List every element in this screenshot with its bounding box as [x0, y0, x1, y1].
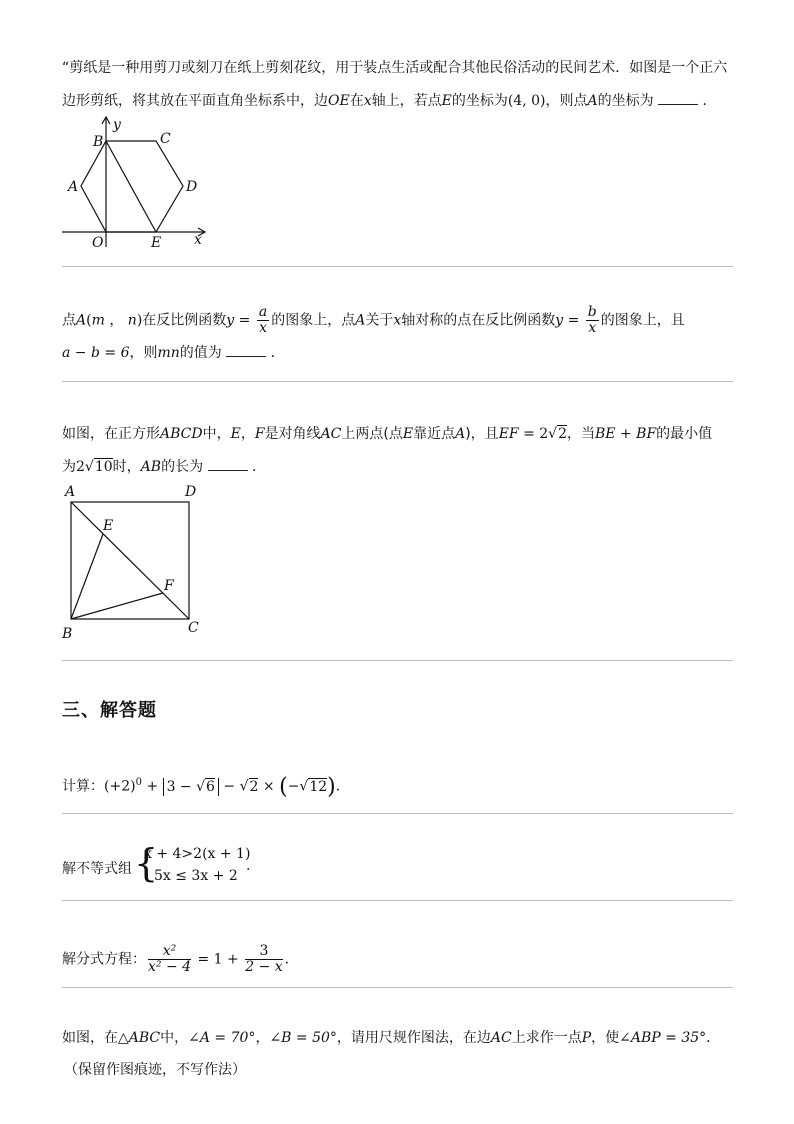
separator: [62, 381, 733, 382]
label-A: A: [65, 484, 76, 500]
separator: [62, 266, 733, 267]
label-B: B: [93, 134, 104, 150]
q6-equation: 解分式方程： $\frac{\text{x²}}{\text{x² − 4}}$ = 1 + $\frac{3}{2 - x}$ .: [62, 943, 290, 975]
q7-line1: 如图，在△ABC中，∠A = 70°，∠B = 50°，请用尺规作图法，在边AC上求作一点P，使∠ABP = 35°．: [62, 1030, 721, 1046]
label-B: B: [62, 626, 73, 642]
label-E: E: [103, 518, 114, 534]
answer-blank[interactable]: [226, 342, 266, 357]
q1-line2: 边形剪纸，将其放在平面直角坐标系中，边OE在x轴上，若点E的坐标为(4, 0)，则点A的坐标为 ．: [62, 90, 717, 111]
section-heading: 三、解答题: [62, 700, 157, 721]
separator: [62, 987, 733, 988]
separator: [62, 813, 733, 814]
hexagon-figure: [56, 112, 216, 252]
q4-expression: 计算：$(+2)^0 + 3 - √6 - √2 \times (-√12)$.: [62, 774, 341, 800]
q3-line1: 如图，在正方形ABCD中，E，F是对角线AC上两点(点E靠近点A)，且EF = 2√2，当BE + BF的最小值: [62, 426, 713, 442]
label-F: F: [164, 578, 174, 594]
q2-line2: a − b = 6，则mn的值为 ．: [62, 342, 285, 363]
label-O: O: [92, 235, 104, 251]
separator: [62, 660, 733, 661]
label-C: C: [160, 131, 171, 147]
answer-blank[interactable]: [208, 456, 248, 471]
fraction-right: $\frac{3}{2 - x}$: [245, 943, 283, 975]
separator: [62, 900, 733, 901]
q7-line2: （保留作图痕迹，不写作法）: [64, 1062, 246, 1078]
label-E: E: [151, 235, 162, 251]
label-x: x: [194, 232, 202, 248]
label-A: A: [68, 179, 79, 195]
fraction-a-over-x: $\frac{a}{x}$: [258, 304, 268, 336]
label-D: D: [185, 484, 197, 500]
fraction-b-over-x: $\frac{b}{x}$: [587, 304, 597, 336]
fraction-left: $\frac{\text{x²}}{\text{x² − 4}}$: [148, 943, 192, 975]
label-y: y: [113, 117, 121, 133]
q3-line2: 为2√10时，AB的长为 ．: [62, 456, 266, 477]
q2-line1: 点A(m ， n)在反比例函数y = $\frac{a}{x}$ 的图象上，点A关于x轴对称的点在反比例函数y = $\frac{b}{x}$ 的图象上，且: [62, 304, 685, 336]
answer-blank[interactable]: [658, 90, 698, 105]
square-figure: [56, 480, 216, 645]
label-C: C: [188, 620, 199, 636]
q1-line1: “剪纸是一种用剪刀或刻刀在纸上剪刻花纹，用于装点生活或配合其他民俗活动的民间艺术．如图是一个正六: [62, 60, 728, 76]
label-D: D: [186, 179, 198, 195]
